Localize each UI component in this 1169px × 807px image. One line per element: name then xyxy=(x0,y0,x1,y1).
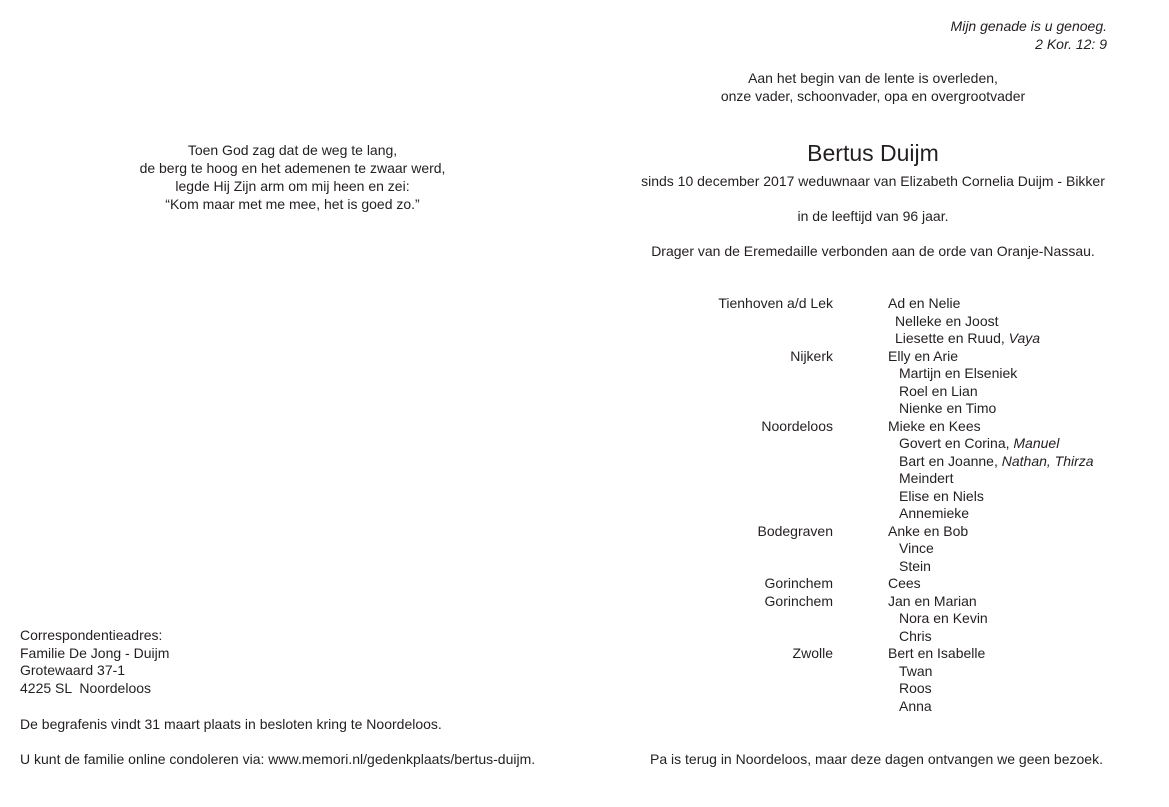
announcement-intro xyxy=(640,69,1106,105)
family-member-names: Anna xyxy=(899,697,932,714)
family-member xyxy=(888,523,968,541)
family-member-names: Liesette en Ruud, xyxy=(895,330,1009,346)
family-member xyxy=(899,383,978,401)
family-row xyxy=(640,435,1140,453)
family-member xyxy=(899,488,984,506)
family-place: Gorinchem xyxy=(764,575,833,591)
family-member xyxy=(899,435,1059,453)
verse-reference: 2 Kor. 12: 9 xyxy=(1035,36,1107,52)
home-note: Pa is terug in Noordeloos, maar deze dagen ontvangen we geen bezoek. xyxy=(650,751,1103,767)
family-member xyxy=(888,418,981,436)
family-row xyxy=(640,330,1140,348)
family-row xyxy=(640,663,1140,681)
family-member-names: Nienke en Timo xyxy=(899,400,997,416)
family-list xyxy=(640,295,1140,715)
family-member xyxy=(899,365,1017,383)
poem-line: de berg te hoog en het ademenen te zwaar werd, xyxy=(139,160,446,176)
family-row xyxy=(640,540,1140,558)
family-row xyxy=(640,698,1140,716)
family-member xyxy=(899,470,953,488)
poem-line: Toen God zag dat de weg te lang, xyxy=(187,142,398,158)
family-member xyxy=(899,628,932,646)
family-member xyxy=(888,645,985,663)
family-member-names: Bart en Joanne, xyxy=(899,452,1002,469)
honour-line: Drager van de Eremedaille verbonden aan de orde van Oranje-Nassau. xyxy=(651,243,1095,259)
family-row xyxy=(640,645,1140,663)
intro-line-2: onze vader, schoonvader, opa en overgrootvader xyxy=(720,88,1026,104)
family-row xyxy=(640,453,1140,471)
family-place: Bodegraven xyxy=(757,522,833,539)
family-place: Tienhoven a/d Lek xyxy=(718,295,833,311)
bible-verse xyxy=(951,17,1107,53)
poem-line: legde Hij Zijn arm om mij heen en zei: xyxy=(175,178,410,194)
family-member xyxy=(899,558,931,576)
family-member-names: Chris xyxy=(899,627,932,644)
correspondence-line: 4225 SL Noordeloos xyxy=(20,679,152,696)
family-member xyxy=(895,330,1040,348)
family-member xyxy=(899,698,932,716)
family-member-names: Elise en Niels xyxy=(899,487,984,504)
family-row xyxy=(640,348,1140,366)
widower-line: sinds 10 december 2017 weduwnaar van Elizabeth Cornelia Duijm - Bikker xyxy=(641,173,1105,189)
family-place: Nijkerk xyxy=(790,347,833,364)
family-member xyxy=(899,453,1094,471)
poem xyxy=(100,141,485,213)
family-row xyxy=(640,523,1140,541)
family-member xyxy=(899,610,988,628)
family-row xyxy=(640,488,1140,506)
family-row xyxy=(640,418,1140,436)
family-row xyxy=(640,400,1140,418)
family-member-grandchildren: Manuel xyxy=(1013,435,1060,451)
verse-text: Mijn genade is u genoeg. xyxy=(950,18,1107,34)
family-row xyxy=(640,628,1140,646)
family-row xyxy=(640,680,1140,698)
family-member-grandchildren: Nathan, Thirza xyxy=(1001,452,1094,469)
family-member-names: Roel en Lian xyxy=(899,382,978,399)
family-member-names: Bert en Isabelle xyxy=(888,645,986,661)
family-member-names: Govert en Corina, xyxy=(899,435,1014,451)
family-row xyxy=(640,505,1140,523)
deceased-name: Bertus Duijm xyxy=(807,140,939,166)
family-row xyxy=(640,470,1140,488)
family-member-names: Ad en Nelie xyxy=(888,295,961,311)
family-member-names: Annemieke xyxy=(899,505,970,521)
intro-line-1: Aan het begin van de lente is overleden, xyxy=(748,70,998,86)
family-member xyxy=(899,663,932,681)
family-member-names: Nelleke en Joost xyxy=(895,312,999,329)
family-member-names: Martijn en Elseniek xyxy=(899,365,1018,381)
family-row xyxy=(640,558,1140,576)
family-member xyxy=(895,313,999,331)
family-row xyxy=(640,313,1140,331)
family-member-names: Roos xyxy=(899,680,932,696)
poem-line: “Kom maar met me mee, het is goed zo.” xyxy=(165,196,420,212)
age-line: in de leeftijd van 96 jaar. xyxy=(797,208,949,224)
correspondence-line: Grotewaard 37-1 xyxy=(20,662,126,678)
family-member xyxy=(899,540,934,558)
family-member-grandchildren: Vaya xyxy=(1008,330,1041,346)
family-member-names: Anke en Bob xyxy=(888,522,969,539)
family-member-names: Twan xyxy=(899,662,933,679)
family-member-names: Elly en Arie xyxy=(888,347,959,364)
family-member xyxy=(888,575,921,593)
family-place: Noordeloos xyxy=(761,417,833,434)
family-row xyxy=(640,365,1140,383)
family-member-names: Mieke en Kees xyxy=(888,417,981,434)
family-member xyxy=(888,295,960,313)
family-member xyxy=(899,400,996,418)
family-member-names: Cees xyxy=(888,575,921,591)
correspondence-address xyxy=(20,627,169,697)
family-member xyxy=(888,348,958,366)
family-member-names: Vince xyxy=(899,540,934,556)
family-member xyxy=(899,680,932,698)
correspondence-label: Correspondentieadres: xyxy=(20,627,163,643)
condolence-note: U kunt de familie online condoleren via: www.memori.nl/gedenkplaats/bertus-duijm. xyxy=(20,751,536,767)
family-member-names: Nora en Kevin xyxy=(899,610,988,626)
correspondence-line: Familie De Jong - Duijm xyxy=(20,644,170,661)
family-row xyxy=(640,383,1140,401)
family-place: Gorinchem xyxy=(764,592,833,609)
family-member-names: Stein xyxy=(899,557,931,574)
family-member-names: Jan en Marian xyxy=(888,592,977,609)
family-row xyxy=(640,610,1140,628)
family-member-names: Meindert xyxy=(899,470,954,486)
family-member xyxy=(888,593,977,611)
funeral-note: De begrafenis vindt 31 maart plaats in besloten kring te Noordeloos. xyxy=(20,716,442,732)
family-place: Zwolle xyxy=(792,645,833,661)
family-row xyxy=(640,575,1140,593)
family-row xyxy=(640,593,1140,611)
family-member xyxy=(899,505,969,523)
family-row xyxy=(640,295,1140,313)
